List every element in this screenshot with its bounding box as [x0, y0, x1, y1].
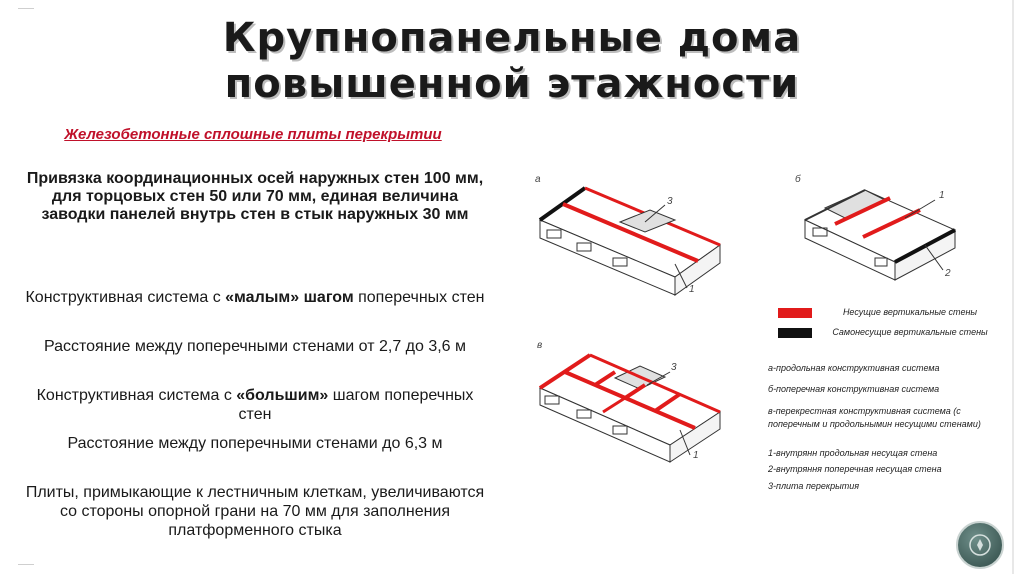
paragraph-text: Расстояние между поперечными стенами до 6,3 м	[67, 435, 443, 452]
callout-3: 3	[667, 196, 673, 207]
callout-1: 1	[689, 284, 695, 295]
figure-label: б	[795, 174, 801, 185]
note-3: 3-плита перекрытия	[768, 481, 860, 491]
corner-decor-bottom	[18, 564, 34, 565]
corner-decor-top	[18, 8, 34, 9]
paragraph-bold: «большим»	[236, 387, 329, 404]
note-2: 2-внутряння поперечная несущая стена	[768, 464, 942, 474]
paragraph-large-step	[20, 386, 490, 424]
diagram-transverse-system	[775, 170, 975, 290]
paragraph-text: шагом поперечных стен	[238, 387, 474, 423]
paragraph-text: Конструктивная система с	[25, 289, 226, 306]
callout-1: 1	[939, 190, 945, 201]
note-1: 1-внутрянн продольная несущая стена	[768, 448, 938, 458]
paragraph-distance-large	[20, 434, 490, 453]
legend-label: Самонесущие вертикальные стены	[832, 327, 988, 337]
help-button[interactable]	[956, 521, 1004, 569]
help-icon	[968, 533, 992, 557]
paragraph-small-step	[20, 288, 490, 307]
legend-label: Несущие вертикальные стены	[842, 307, 978, 317]
subtitle: Железобетонные сплошные плиты перекрытии	[64, 126, 442, 143]
note-a: а-продольная конструктивная система	[768, 363, 940, 373]
paragraph-text: Плиты, примыкающие к лестничным клеткам, увеличиваются со стороны опорной грани на 70 мм для заполнения платформенного стыка	[25, 484, 485, 539]
paragraph-text: Конструктивная система с	[36, 387, 237, 404]
callout-3: 3	[671, 362, 677, 373]
paragraph-text: Расстояние между поперечными стенами от 2,7 до 3,6 м	[43, 338, 467, 355]
figure-label: в	[537, 340, 543, 351]
note-v: в-перекрестная конструктивная система (с поперечным и продольнымин несущими стенами)	[768, 406, 981, 429]
diagram-cross-system	[515, 330, 730, 465]
paragraph-bold: «малым» шагом	[225, 289, 354, 306]
note-b: б-поперечная конструктивная система	[768, 384, 940, 394]
diagram-longitudinal-system	[515, 170, 730, 300]
callout-1: 1	[693, 450, 699, 461]
paragraph-text: поперечных стен	[353, 289, 485, 306]
page-title-line2: повышенной этажности	[224, 61, 800, 107]
callout-2: 2	[945, 268, 951, 279]
paragraph-distance-small	[20, 337, 490, 356]
lead-text: Привязка координационных осей наружных стен 100 мм, для торцовых стен 50 или 70 мм, единая величина заводки панелей внутрь стен в стык наружных 30 мм	[26, 170, 484, 223]
figure-label: а	[535, 174, 541, 185]
legend-swatch-black	[778, 328, 812, 338]
paragraph-stair-slabs	[20, 483, 490, 540]
legend-swatch-red	[778, 308, 812, 318]
page-title-line1: Крупнопанельные дома	[222, 15, 802, 61]
